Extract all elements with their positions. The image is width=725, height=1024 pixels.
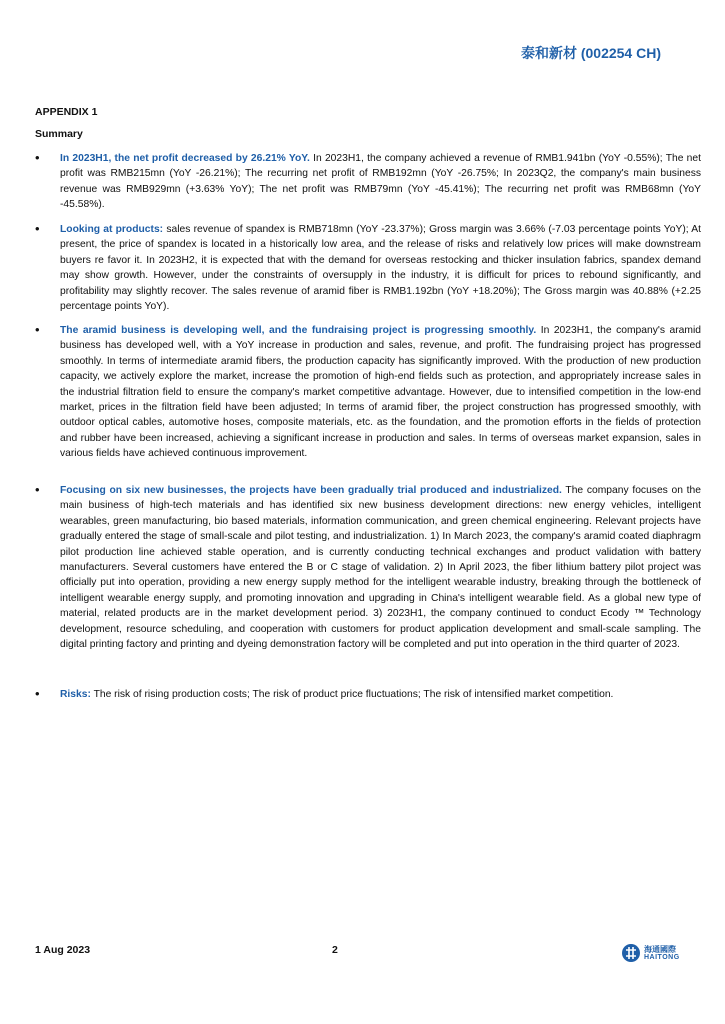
bullet-icon: • <box>35 221 40 236</box>
appendix-heading: APPENDIX 1 <box>35 106 98 118</box>
page-number: 2 <box>332 944 338 956</box>
bullet-item <box>35 687 701 702</box>
footer-date: 1 Aug 2023 <box>35 944 91 956</box>
header-title: 泰和新材 (002254 CH) <box>520 45 661 61</box>
summary-heading: Summary <box>35 128 83 140</box>
bullet-lead: The aramid business is developing well, and the fundraising project is progressing smoothly. <box>60 325 537 336</box>
bullet-icon: • <box>35 482 40 497</box>
bullet-item <box>35 222 701 314</box>
logo-cn: 海通國際 <box>644 945 676 954</box>
bullet-icon: • <box>35 150 40 165</box>
bullet-text: sales revenue of spandex is RMB718mn (YoY -23.37%); Gross margin was 3.66% (-7.03 percentage points YoY); At present, the price of spandex is located in a historically low area, and the release of risks and relatively low prices will make downstream buyers re favor it. In 2023H2, it is expected that with the demand for overseas restocking and thicker insulation fabrics, spandex demand may show growth. However, under the constraints of oversupply in the industry, it is difficult for prices to rebound significantly, and profitability may slightly recover. The sales revenue of aramid fiber is RMB1.192bn (YoY +18.20%); The Gross margin was 40.88% (+2.25 percentage points YoY). <box>60 224 701 313</box>
bullet-lead: Looking at products: <box>60 224 164 235</box>
bullet-lead: In 2023H1, the net profit decreased by 26.21% YoY. <box>60 153 310 164</box>
bullet-text: The company focuses on the main business of high-tech materials and has identified six new business development directions: new energy vehicles, intelligent wearables, green manufacturing, bio based materials, information communication, and green chemical engineering. Relevant projects have gradually entered the stage of small-scale and pilot testing, and industrialization. 1) In March 2023, the company's aramid coated diaphragm pilot production line achieved stable operation, and is currently conducting technical exchanges and product validation with battery manufacturers. Several customers have entered the B or C stage of validation. 2) In April 2023, the fiber lithium battery pilot project was officially put into operation, providing a new energy supply method for the intelligent wearable industry, breaking through the bottleneck of intelligent wearable energy supply, and promoting innovation and upgrading in China's intelligent wearable field. As a global new type of material, related products are in the market development period. 3) 2023H1, the company continued to conduct Ecody ™ Technology development, resource scheduling, and cooperation with customers for product application development and small-scale sampling. The digital printing factory and printing and dyeing demonstration factory will be completed and put into operation in the third quarter of 2023. <box>60 485 701 651</box>
haitong-logo <box>621 943 680 963</box>
bullet-text: The risk of rising production costs; The risk of product price fluctuations; The risk of intensified market competition. <box>90 689 614 700</box>
bullet-lead: Risks: <box>60 689 91 700</box>
bullet-item <box>35 323 701 462</box>
bullet-icon: • <box>35 686 40 701</box>
bullet-text: In 2023H1, the company achieved a revenue of RMB1.941bn (YoY -0.55%); The net profit was RMB215mn (YoY -26.21%); The recurring net profit of RMB192mn (YoY -26.75%; In 2023Q2, the company's main business revenue was RMB929mn (+3.63% YoY); The net profit was RMB79mn (YoY -45.41%); The recurring net profit was RMB68mn (YoY -45.58%). <box>60 153 701 211</box>
bullet-text: In 2023H1, the company's aramid business has developed well, with a YoY increase in production and sales, revenue, and profit. The fundraising project has progressed smoothly. In terms of intermediate aramid fibers, the production capacity has significantly improved. With the production of new production capacity, we actively explore the market, increase the promotion of high-end fields such as protection, and appropriately increase sales in the industrial filtration field to ensure the company's market competitive advantage. However, due to intensified competition in the low-end market, prices in the filtration field have been adjusted; In terms of aramid fiber, the project construction has progressed smoothly, with outdoor optical cables, automotive hoses, composite materials, etc. as the foundation, and the promotion efforts in the fields of protection and rubber have been increased, achieving a significant increase in production and sales. In terms of overseas market expansion, sales in various fields have achieved continuous improvement. <box>60 325 701 460</box>
bullet-lead: Focusing on six new businesses, the projects have been gradually trial produced and industrialized. <box>60 485 562 496</box>
logo-en: HAITONG <box>644 954 680 961</box>
bullet-item <box>35 483 701 652</box>
haitong-logo-icon <box>621 943 641 963</box>
bullet-icon: • <box>35 322 40 337</box>
bullet-item <box>35 151 701 213</box>
